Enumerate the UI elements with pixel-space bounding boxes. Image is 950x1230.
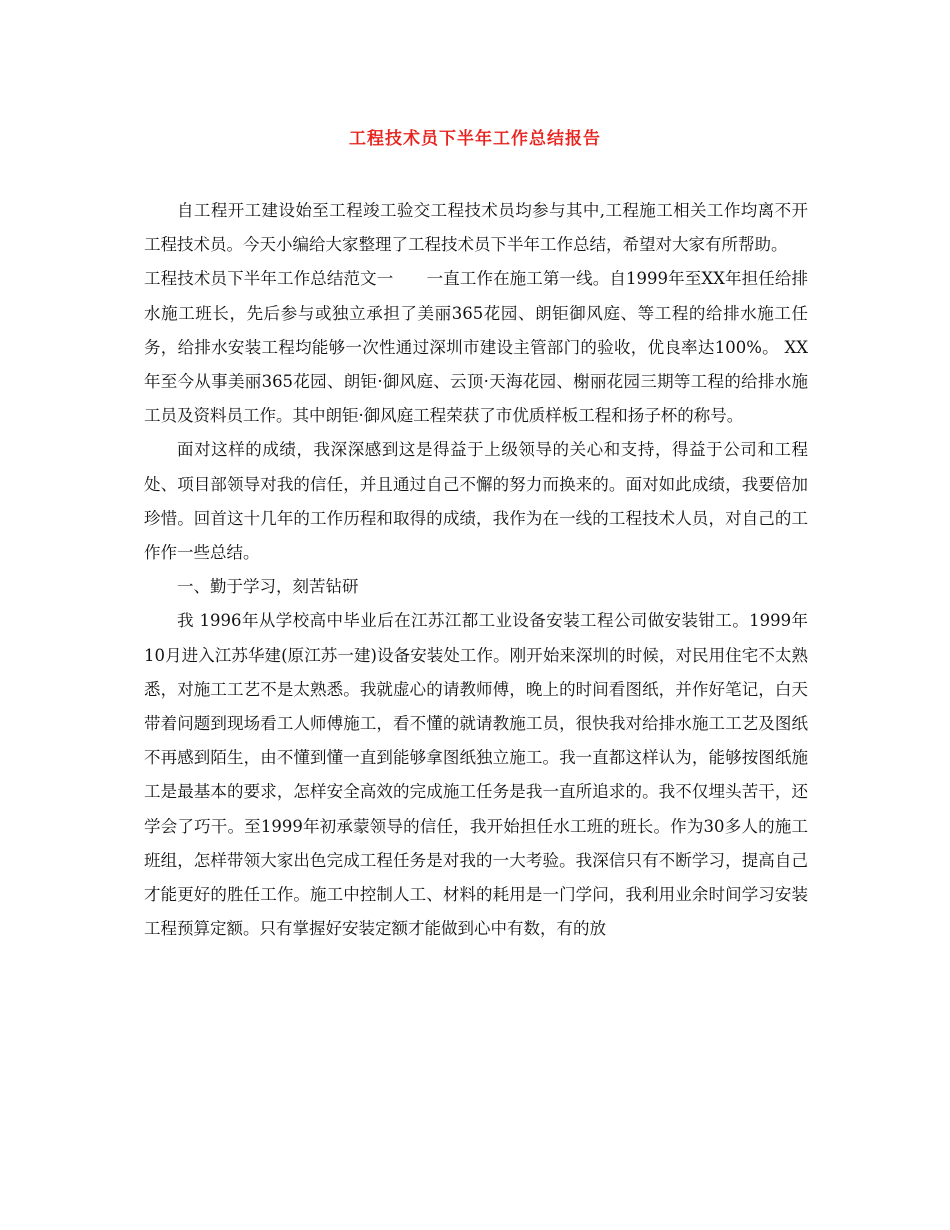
document-body xyxy=(144,194,808,946)
section-heading-study: 一、勤于学习，刻苦钻研 xyxy=(177,577,359,597)
paragraph-intro: 自工程开工建设始至工程竣工验交工程技术员均参与其中,工程施工相关工作均离不开工程技术员。今天小编给大家整理了工程技术员下半年工作总结，希望对大家有所帮助。 xyxy=(144,201,808,255)
paragraph-sample-one: 工程技术员下半年工作总结范文一 一直工作在施工第一线。自1999年至XX年担任给排水施工班长，先后参与或独立承担了美丽365花园、朗钜御风庭、等工程的给排水施工任务，给排水安装工程均能够一次性通过深圳市建设主管部门的验收，优良率达100%。 XX年至今从事美丽365花园、朗钜·御风庭、云顶·天海花园、榭丽花园三期等工程的给排水施工员及资料员工作。其中朗钜·御风庭工程荣获了市优质样板工程和扬子杯的称号。 xyxy=(144,269,808,426)
paragraph-study: 我 1996年从学校高中毕业后在江苏江都工业设备安装工程公司做安装钳工。1999年10月进入江苏华建(原江苏一建)设备安装处工作。刚开始来深圳的时候，对民用住宅不太熟悉，对施工工艺不是太熟悉。我就虚心的请教师傅，晚上的时间看图纸，并作好笔记，白天带着问题到现场看工人师傅施工，看不懂的就请教施工员，很快我对给排水施工工艺及图纸不再感到陌生，由不懂到懂一直到能够拿图纸独立施工。我一直都这样认为，能够按图纸施工是最基本的要求，怎样安全高效的完成施工任务是我一直所追求的。我不仅埋头苦干，还学会了巧干。至1999年初承蒙领导的信任，我开始担任水工班的班长。作为30多人的施工班组，怎样带领大家出色完成工程任务是对我的一大考验。我深信只有不断学习，提高自己才能更好的胜任工作。施工中控制人工、材料的耗用是一门学问，我利用业余时间学习安装工程预算定额。只有掌握好安装定额才能做到心中有数，有的放 xyxy=(144,611,808,939)
paragraph-achievements: 面对这样的成绩，我深深感到这是得益于上级领导的关心和支持，得益于公司和工程处、项目部领导对我的信任，并且通过自己不懈的努力而换来的。面对如此成绩，我要倍加珍惜。回首这十几年的工作历程和取得的成绩，我作为在一线的工程技术人员，对自己的工作作一些总结。 xyxy=(144,440,808,563)
document-title: 工程技术员下半年工作总结报告 xyxy=(349,129,601,149)
